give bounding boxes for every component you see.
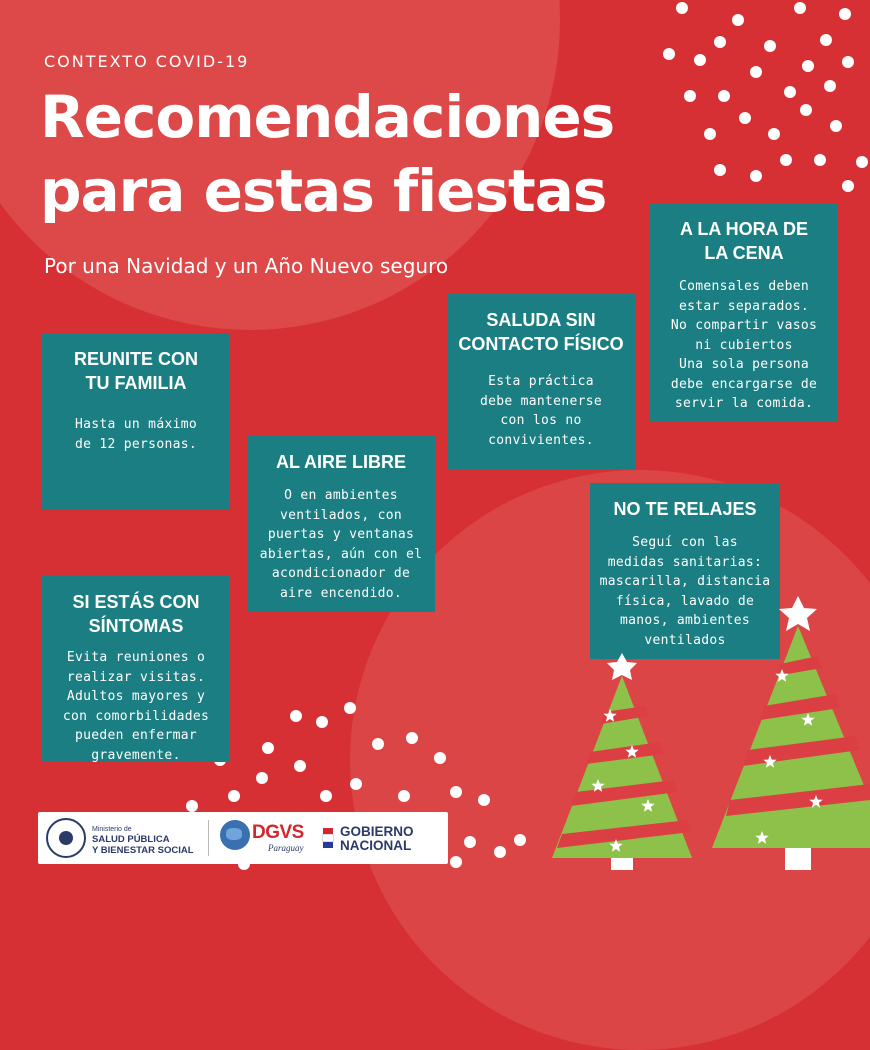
paraguay-script: Paraguay bbox=[268, 843, 304, 853]
card-body: O en ambientes ventilados, con puertas y ventanas abiertas, aún con el acondicionador de aire encendido. bbox=[259, 488, 423, 601]
globe-icon bbox=[220, 820, 250, 850]
header-kicker: CONTEXTO COVID-19 bbox=[44, 52, 250, 71]
card-body: Comensales deben estar separados. No compartir vasos ni cubiertos Una sola persona debe encargarse de servir la comida. bbox=[670, 279, 818, 411]
gobierno-nacional-logo bbox=[340, 825, 414, 853]
card-body: Hasta un máximo de 12 personas. bbox=[75, 417, 197, 452]
page-title: Recomendaciones para estas fiestas bbox=[40, 83, 615, 225]
ministry-line-1: SALUD PÚBLICA bbox=[92, 834, 170, 845]
christmas-tree-right bbox=[712, 596, 870, 870]
card-title: REUNITE CON TU FAMILIA bbox=[73, 349, 198, 393]
dgvs-logo: DGVS bbox=[252, 822, 304, 843]
card-body: Esta práctica debe mantenerse con los no convivientes. bbox=[480, 374, 602, 448]
card-title: AL AIRE LIBRE bbox=[275, 452, 406, 472]
ministry-line-2: Y BIENESTAR SOCIAL bbox=[92, 845, 194, 856]
paraguay-flag-icon bbox=[323, 828, 333, 848]
card-title: A LA HORA DE LA CENA bbox=[680, 219, 808, 263]
card-title: NO TE RELAJES bbox=[613, 499, 757, 519]
logo-bar bbox=[38, 812, 448, 864]
card-body: Seguí con las medidas sanitarias: mascarilla, distancia física, lavado de manos, ambientes ventilados bbox=[599, 535, 771, 648]
ministry-small-label: Ministerio de bbox=[92, 826, 132, 833]
star-icon bbox=[779, 596, 817, 631]
government-seal-icon bbox=[46, 818, 86, 858]
page-subtitle: Por una Navidad y un Año Nuevo seguro bbox=[44, 254, 449, 278]
gobierno-line-2: NACIONAL bbox=[340, 838, 412, 853]
card-title: SALUDA SIN CONTACTO FÍSICO bbox=[458, 310, 624, 354]
card-body: Evita reuniones o realizar visitas. Adultos mayores y con comorbilidades pueden enfermar gravemente. bbox=[62, 650, 210, 763]
gobierno-line-1: GOBIERNO bbox=[340, 824, 414, 839]
logo-divider bbox=[208, 820, 209, 856]
tree-trunk bbox=[785, 846, 811, 870]
star-icon bbox=[607, 653, 637, 680]
card-title: SI ESTÁS CON SÍNTOMAS bbox=[72, 592, 200, 636]
christmas-tree-left bbox=[552, 653, 692, 870]
